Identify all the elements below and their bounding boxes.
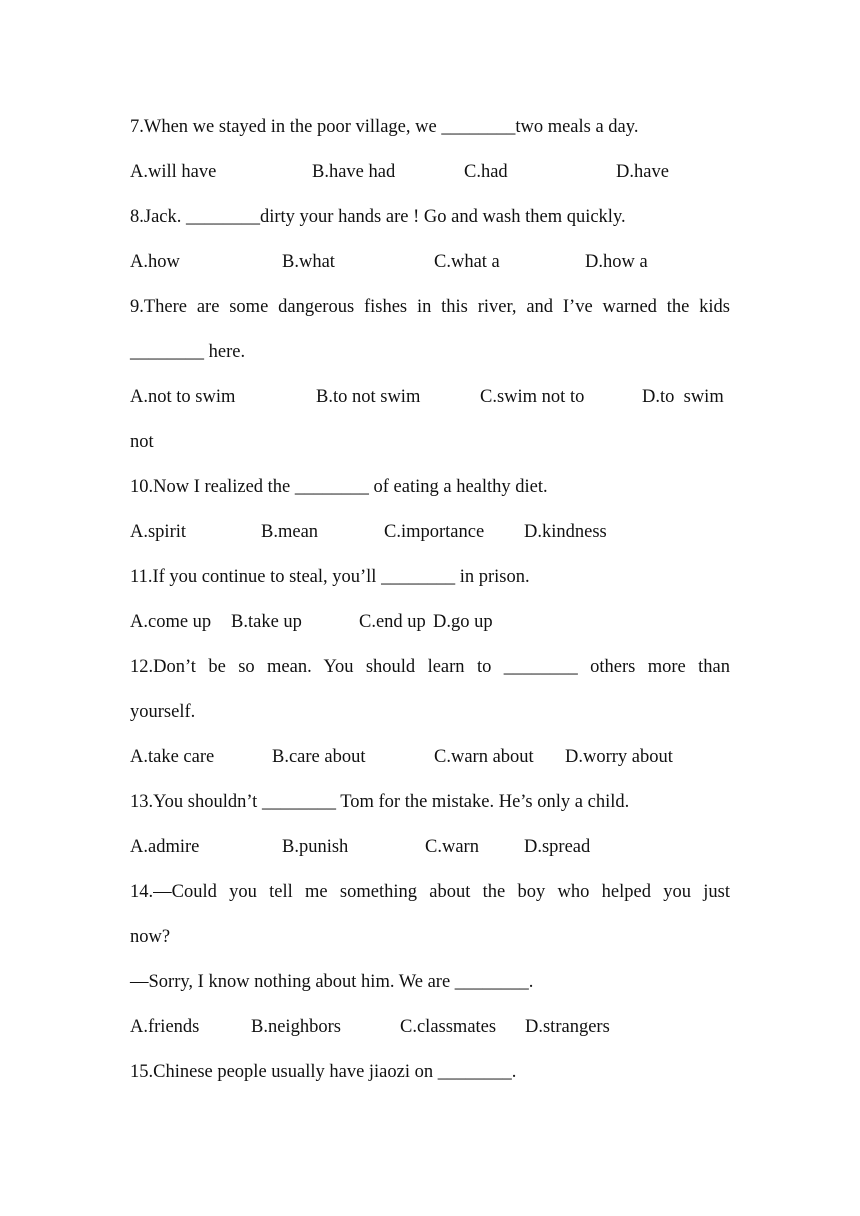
question-14-options: [130, 1005, 730, 1050]
question-7-option-b[interactable]: B.have had: [312, 162, 396, 182]
question-12-stem-line-2: yourself.: [130, 702, 196, 722]
question-13-options: [130, 825, 730, 870]
question-10-option-a[interactable]: A.spirit: [130, 522, 187, 542]
question-9-option-b[interactable]: B.to not swim: [316, 387, 421, 407]
question-14-option-d[interactable]: D.strangers: [525, 1017, 610, 1037]
question-14-stem-line-1: 14.—Could you tell me something about the boy who helped you just: [130, 882, 730, 902]
question-7-option-a[interactable]: A.will have: [130, 162, 217, 182]
question-11-stem: 11.If you continue to steal, you’ll ________ in prison.: [130, 567, 530, 587]
question-11-options: [130, 600, 730, 645]
question-9-options-wrap: not: [130, 432, 154, 452]
question-11-option-c[interactable]: C.end up: [359, 612, 426, 632]
question-10-stem: 10.Now I realized the ________ of eating a healthy diet.: [130, 477, 548, 497]
question-9-stem-line-2: ________ here.: [130, 342, 246, 362]
question-9-option-a[interactable]: A.not to swim: [130, 387, 236, 407]
question-13-option-d[interactable]: D.spread: [524, 837, 591, 857]
question-7-options: [130, 150, 730, 195]
question-12-options: [130, 735, 730, 780]
question-9-option-d[interactable]: D.to swim: [642, 387, 724, 407]
question-10-option-b[interactable]: B.mean: [261, 522, 319, 542]
question-13-option-b[interactable]: B.punish: [282, 837, 349, 857]
question-11-option-d[interactable]: D.go up: [433, 612, 493, 632]
question-12-option-c[interactable]: C.warn about: [434, 747, 534, 767]
question-7-option-d[interactable]: D.have: [616, 162, 669, 182]
question-8-option-d[interactable]: D.how a: [585, 252, 648, 272]
question-14-stem-line-2: now?: [130, 927, 171, 947]
question-12-option-d[interactable]: D.worry about: [565, 747, 673, 767]
question-13-option-c[interactable]: C.warn: [425, 837, 479, 857]
question-11-option-a[interactable]: A.come up: [130, 612, 212, 632]
question-15-stem: 15.Chinese people usually have jiaozi on ________.: [130, 1062, 517, 1082]
question-14-option-b[interactable]: B.neighbors: [251, 1017, 341, 1037]
question-8-option-b[interactable]: B.what: [282, 252, 335, 272]
question-7-option-c[interactable]: C.had: [464, 162, 508, 182]
question-7-stem: 7.When we stayed in the poor village, we ________two meals a day.: [130, 117, 639, 137]
question-12-option-a[interactable]: A.take care: [130, 747, 215, 767]
question-8-options: [130, 240, 730, 285]
question-10-option-c[interactable]: C.importance: [384, 522, 485, 542]
question-8-option-a[interactable]: A.how: [130, 252, 180, 272]
question-8-option-c[interactable]: C.what a: [434, 252, 500, 272]
question-14-option-a[interactable]: A.friends: [130, 1017, 200, 1037]
question-8-stem: 8.Jack. ________dirty your hands are ! Go and wash them quickly.: [130, 207, 626, 227]
question-11-option-b[interactable]: B.take up: [231, 612, 302, 632]
question-12-stem-line-1: 12.Don’t be so mean. You should learn to ________ others more than: [130, 657, 730, 677]
question-14-option-c[interactable]: C.classmates: [400, 1017, 497, 1037]
question-10-option-d[interactable]: D.kindness: [524, 522, 607, 542]
question-9-options: [130, 375, 730, 420]
question-10-options: [130, 510, 730, 555]
question-13-stem: 13.You shouldn’t ________ Tom for the mistake. He’s only a child.: [130, 792, 630, 812]
question-14-reply: —Sorry, I know nothing about him. We are ________.: [130, 972, 534, 992]
question-sheet: [130, 105, 730, 1095]
question-9-option-c[interactable]: C.swim not to: [480, 387, 585, 407]
question-12-option-b[interactable]: B.care about: [272, 747, 366, 767]
question-9-stem-line-1: 9.There are some dangerous fishes in this river, and I’ve warned the kids: [130, 297, 730, 317]
question-13-option-a[interactable]: A.admire: [130, 837, 200, 857]
